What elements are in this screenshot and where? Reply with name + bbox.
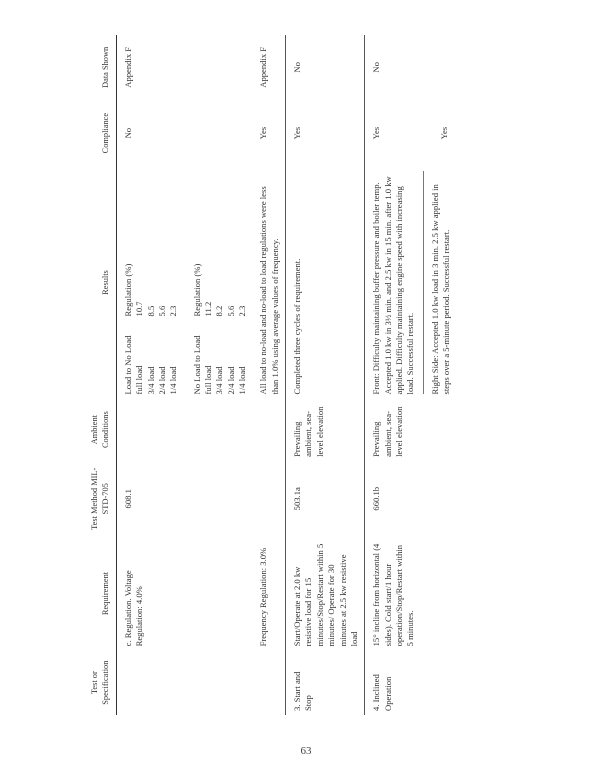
frequency-compliance: Yes xyxy=(258,126,269,140)
rotated-table-frame xyxy=(88,35,568,715)
startstop-compliance: Yes xyxy=(286,100,365,167)
regulation-value: 2.3 xyxy=(237,305,248,317)
load-label: 3/4 load xyxy=(214,366,225,395)
startstop-method: 503.1a xyxy=(286,461,365,537)
startstop-requirement: Start/Operate at 2.0 kw resistive load for 15 minutes/Stop/Restart within 5 minutes/ Operate for 30 minutes at 2.5 kw resistive load xyxy=(286,537,365,651)
load-label: 3/4 load xyxy=(145,366,156,395)
load-label: 1/4 load xyxy=(237,366,248,395)
regulation-header: Regulation (%) xyxy=(123,263,133,317)
load-label: 1/4 load xyxy=(168,366,179,395)
frequency-data: Appendix F xyxy=(258,46,269,88)
regulation-value: 5.6 xyxy=(225,305,236,317)
load-label: 2/4 load xyxy=(157,366,168,395)
regulation-value: 5.6 xyxy=(157,305,168,317)
voltage-data: Appendix F xyxy=(123,46,133,88)
header-results: Results xyxy=(88,167,117,399)
results-divider xyxy=(423,171,424,395)
regulation-value: 11.2 xyxy=(203,301,214,317)
inclined-results xyxy=(365,167,457,399)
page-number: 63 xyxy=(300,745,312,757)
regulation-value: 8.2 xyxy=(214,305,225,317)
load-label: full load xyxy=(134,365,145,395)
frequency-results: All load to no-load and no-load to load regulations were less than 1.0% using average values of frequency. xyxy=(258,186,280,395)
startstop-test: 3. Start and Stop xyxy=(286,650,365,715)
regulation-value: 2.3 xyxy=(168,305,179,317)
table-row xyxy=(365,35,457,715)
header-method: Test Method MIL-STD-705 xyxy=(88,461,117,537)
table-row xyxy=(117,35,253,715)
table-row xyxy=(286,35,365,715)
regulation-header: Regulation (%) xyxy=(191,263,202,317)
inclined-ambient: Prevailing ambient, sea-level elevation xyxy=(365,398,457,460)
load-header: No Load to Load xyxy=(191,335,202,395)
inclined-compliance-front: Yes xyxy=(371,126,382,140)
inclined-compliance xyxy=(365,100,457,167)
header-compliance: Compliance xyxy=(88,100,117,167)
startstop-data: No xyxy=(286,35,365,100)
load-label: 2/4 load xyxy=(225,366,236,395)
voltage-results xyxy=(117,167,253,399)
regulation-value: 8.5 xyxy=(145,305,156,317)
load-header: Load to No Load xyxy=(123,335,133,395)
inclined-results-right: Right Side: Accepted 1.0 kw load in 3 min. 2.5 kw applied in steps over a 5-minute period. Successful restart. xyxy=(429,184,451,395)
regulation-value: 10.7 xyxy=(134,301,145,317)
header-test: Test or Specification xyxy=(88,650,117,715)
inclined-requirement: 15° incline from horizontal (4 sides). Cold start/1 hour operation/Stop/Restart within 5 minutes. xyxy=(365,537,457,651)
header-requirement: Requirement xyxy=(88,537,117,651)
table-row xyxy=(252,35,285,715)
inclined-data: No xyxy=(365,35,457,100)
frequency-requirement: Frequency Regulation: 3.0% xyxy=(258,547,269,647)
voltage-requirement: c. Regulation. Voltage Regulation: 4.0% xyxy=(123,570,145,647)
startstop-results: Completed three cycles of requirement. xyxy=(286,167,365,399)
header-row xyxy=(88,35,117,715)
voltage-compliance: No xyxy=(123,127,133,139)
inclined-results-front: Front: Difficulty maintaining buffer pressure and boiler temp. Accepted 1.0 kw in 3½ min. and 2.5 kw in 15 min. after 1.0 kw applied. Difficulty maintaining engine speed with increasing load. Successful restart. xyxy=(371,176,416,395)
inclined-test: 4. Inclined Operation xyxy=(365,650,457,715)
inclined-compliance-right: Yes xyxy=(438,126,449,140)
header-ambient: Ambient Conditions xyxy=(88,398,117,460)
specification-table xyxy=(88,35,456,715)
load-label: full load xyxy=(203,365,214,395)
header-data: Data Shown xyxy=(88,35,117,100)
startstop-ambient: Prevailing ambient, sea-level elevation xyxy=(286,398,365,460)
inclined-method: 660.1b xyxy=(365,461,457,537)
voltage-method: 608.1 xyxy=(123,489,133,509)
